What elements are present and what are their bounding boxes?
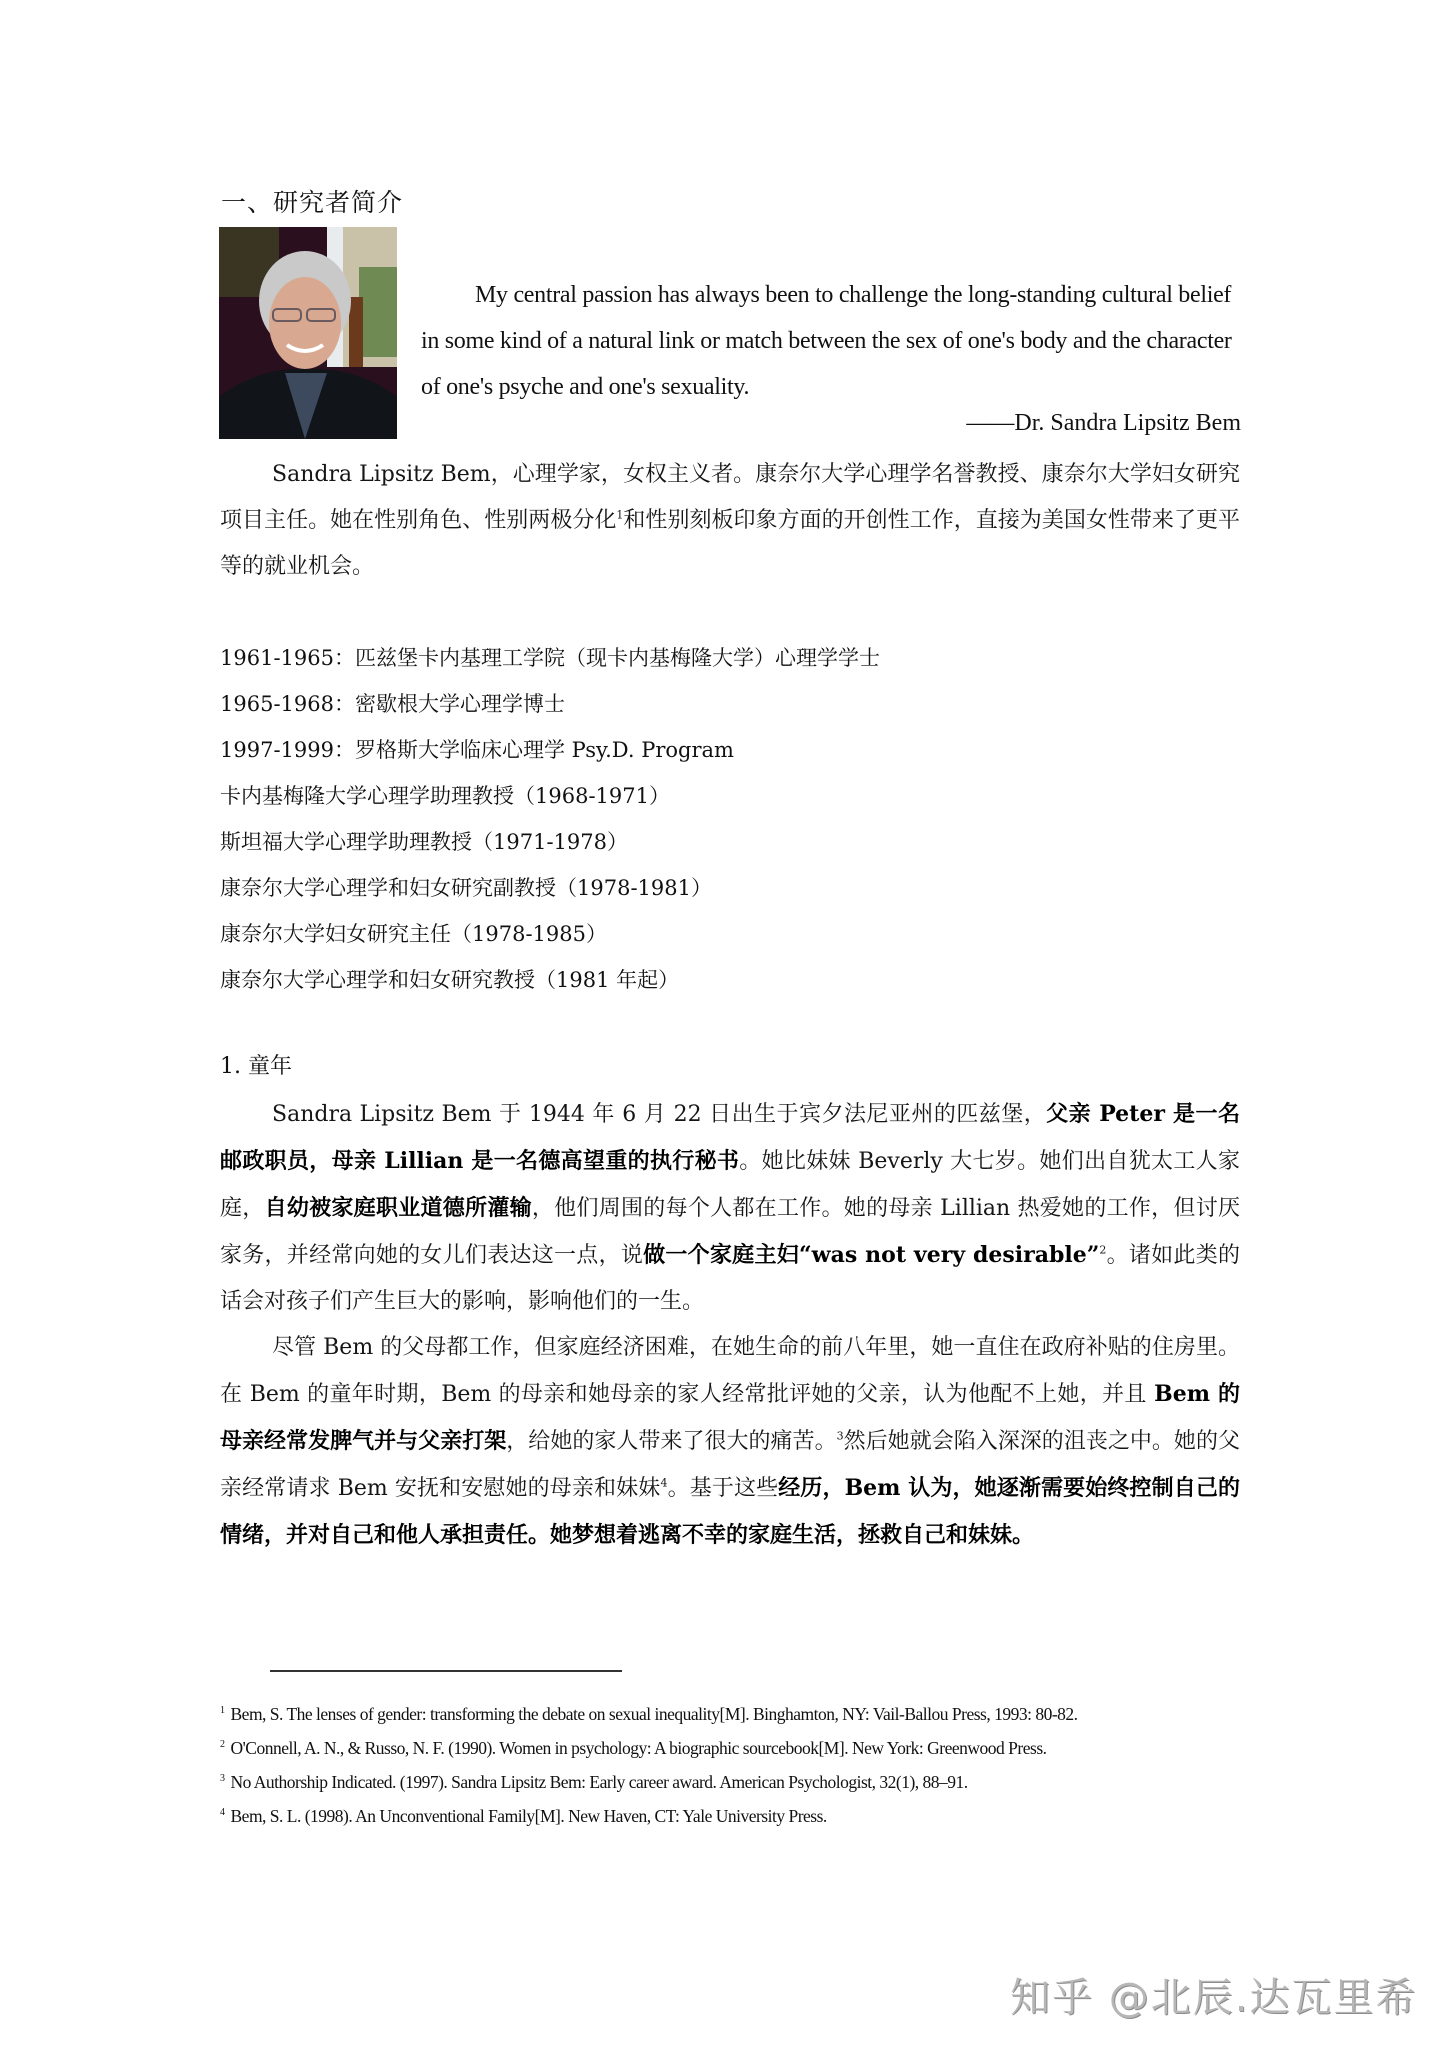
childhood-heading: 1. 童年 bbox=[220, 1054, 292, 1079]
intro-paragraph: Sandra Lipsitz Bem，心理学家，女权主义者。康奈尔大学心理学名誉教授、康奈尔大学妇女研究项目主任。她在性别角色、性别两极分化$^1$和性别刻板印象方面的开创性工作，直接为美国女性带来了更平等的就业机会。 bbox=[220, 462, 1240, 579]
quote-text: My central passion has always been to challenge the long-standing cultural belief in some kind of a natural link or match between the sex of one's body and the character of one's psyche and one's sexuality. bbox=[421, 282, 1232, 400]
footnote-separator bbox=[270, 1670, 622, 1672]
cv-item: 康奈尔大学心理学和妇女研究副教授（1978-1981） bbox=[220, 876, 712, 900]
childhood-body bbox=[220, 1091, 1240, 1559]
footnote-4: $^4$ Bem, S. L. (1998). An Unconventional Family[M]. New Haven, CT: Yale University Press. bbox=[220, 1806, 827, 1826]
cv-item: 康奈尔大学心理学和妇女研究教授（1981 年起） bbox=[220, 968, 680, 992]
cv-item: 1965-1968：密歇根大学心理学博士 bbox=[220, 692, 565, 716]
footnote-1: $^1$ Bem, S. The lenses of gender: transforming the debate on sexual inequality[M]. Binghamton, NY: Vail-Ballou Press, 1993: 80-82. bbox=[220, 1704, 1078, 1724]
footnote-3: $^3$ No Authorship Indicated. (1997). Sandra Lipsitz Bem: Early career award. American Psychologist, 32(1), 88–91. bbox=[220, 1772, 968, 1792]
cv-item: 斯坦福大学心理学助理教授（1971-1978） bbox=[220, 830, 628, 854]
footnote-ref-3[interactable]: 3 bbox=[836, 1429, 844, 1443]
section-heading: 一、研究者简介 bbox=[221, 188, 404, 217]
cv-item: 卡内基梅隆大学心理学助理教授（1968-1971） bbox=[220, 784, 670, 808]
cv-list bbox=[220, 635, 880, 1003]
cv-item: 康奈尔大学妇女研究主任（1978-1985） bbox=[220, 922, 607, 946]
cv-item: 1997-1999：罗格斯大学临床心理学 Psy.D. Program bbox=[220, 738, 734, 762]
quote-attribution: ——Dr. Sandra Lipsitz Bem bbox=[966, 410, 1241, 436]
cv-item: 1961-1965：匹兹堡卡内基理工学院（现卡内基梅隆大学）心理学学士 bbox=[220, 646, 880, 670]
childhood-paragraph-1: Sandra Lipsitz Bem 于 1944 年 6 月 22 日出生于宾夕法尼亚州的匹兹堡，父亲 Peter 是一名邮政职员，母亲 Lillian 是一名德高望重的执行秘书。她比妹妹 Beverly 大七岁。她们出自犹太工人家庭，自幼被家庭职业道德所灌输，他们周围的每个人都在工作。她的母亲 Lillian 热爱她的工作，但讨厌家务，并经常向她的女儿们表达这一点，说做一个家庭主妇“was not very desirable”$^2$。诸如此类的话会对孩子们产生巨大的影响，影响他们的一生。 bbox=[220, 1101, 1241, 1314]
researcher-photo bbox=[219, 227, 397, 439]
footnote-ref-2[interactable]: 2 bbox=[1099, 1243, 1107, 1257]
zhihu-watermark: 知乎 @北辰.达瓦里希 bbox=[1010, 1975, 1418, 2021]
footnote-2: $^2$ O'Connell, A. N., & Russo, N. F. (1990). Women in psychology: A biographic sourcebook[M]. New York: Greenwood Press. bbox=[220, 1738, 1047, 1758]
quote-block bbox=[421, 272, 1241, 410]
footnote-ref-4[interactable]: 4 bbox=[660, 1476, 668, 1490]
portrait-image bbox=[219, 227, 397, 439]
footnotes bbox=[220, 1697, 1240, 1833]
footnote-ref-1[interactable]: 1 bbox=[616, 508, 624, 522]
childhood-paragraph-2: 尽管 Bem 的父母都工作，但家庭经济困难，在她生命的前八年里，她一直住在政府补贴的住房里。在 Bem 的童年时期，Bem 的母亲和她母亲的家人经常批评她的父亲，认为他配不上她，并且 Bem 的母亲经常发脾气并与父亲打架，给她的家人带来了很大的痛苦。$^3$然后她就会陷入深深的沮丧之中。她的父亲经常请求 Bem 安抚和安慰她的母亲和妹妹$^4$。基于这些经历，Bem 认为，她逐渐需要始终控制自己的情绪，并对自己和他人承担责任。她梦想着逃离不幸的家庭生活，拯救自己和妹妹。 bbox=[220, 1335, 1241, 1548]
